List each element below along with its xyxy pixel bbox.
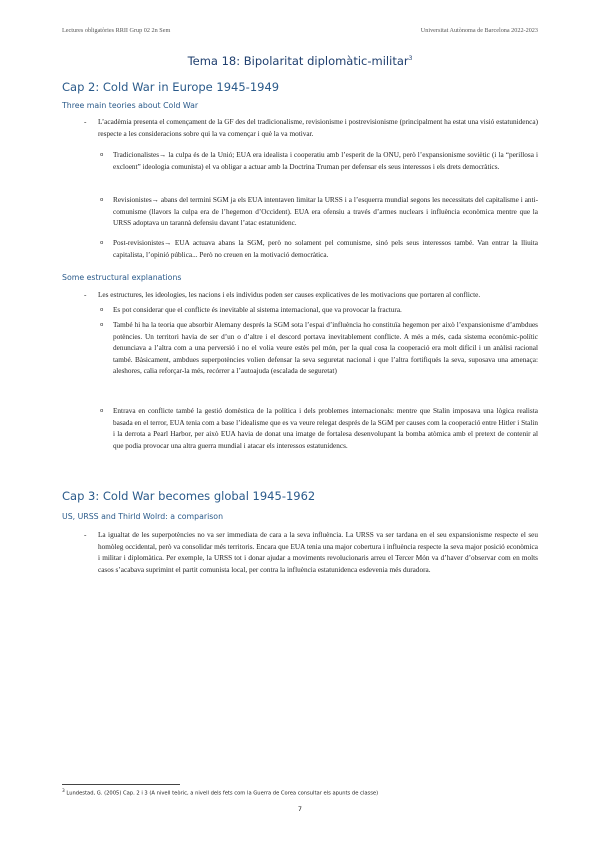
dash-bullet: - xyxy=(84,118,87,126)
cap3-sub1-heading: US, URSS and Thirld Wolrd: a comparison xyxy=(62,512,224,521)
title-footnote-ref: 3 xyxy=(408,55,413,63)
cap2-sub1-point-1 xyxy=(100,150,538,173)
point-text: Revisionistes→ abans del termini SGM ja els EUA intentaven limitar la URSS i a l’esquerra mundial segons les necessitats del capitalisme i anti-comunisme (llavors la culpa era de l’hegemon d’Occident). EUA era ofensiu a través d’armes nuclears i influència econòmica mentre que la URSS adoptava un tarannà defensiu davant l’atac estatunidenc. xyxy=(113,196,538,228)
point-text: Tradicionalistes→ la culpa és de la Unió; EUA era idealista i cooperatiu amb l’esperit de la ONU, però l’expansionisme soviètic (i la “perillosa i excloent” ideologia comunista) el va obligar a actuar amb la Doctrina Truman per defensar els seus interessos i els drets democràtics. xyxy=(113,151,538,171)
cap2-sub2-point-3 xyxy=(100,406,538,452)
point-text: També hi ha la teoria que absorbir Alemany després la SGM sota l’espai d’influència ho constituïa hegemon per això l’expansionisme d’ambdues potències. Un territori havia de ser d’un o d’altre i el descord portava inevitablement conflicte. A més a més, cada sistema econòmic-polític denunciava a l’altra com a una perversió i no el volia veure estès pel món, per la qual cosa la cooperació era molt difícil i un anàlisi racional també. Bàsicament, ambdues superpotències volien defensar la seva seguretat nacional i que l’altra fortifiqués la seva, suposava una amenaça: aleshores, calia reforçar-la més, recórrer a l’autoajuda (escalada de seguretat) xyxy=(113,321,538,376)
footnote-divider xyxy=(62,784,180,785)
dash-bullet: - xyxy=(84,531,87,539)
title-text: Tema 18: Bipolaritat diplomàtic-militar xyxy=(187,54,409,68)
cap2-sub2-heading: Some estructural explanations xyxy=(62,273,182,282)
point-text: Es pot considerar que el conflicte és inevitable al sistema internacional, que va provocar la fractura. xyxy=(113,306,402,314)
cap2-sub1-intro-text: L’acadèmia presenta el començament de la GF des del tradicionalisme, revisionisme i postrevisionisme (principalment ha estat una visió estatunidenca) respecte a les consideracions sobre qui la va començar i què la va motivar. xyxy=(98,118,538,138)
cap2-heading: Cap 2: Cold War in Europe 1945-1949 xyxy=(62,80,280,94)
cap2-sub1-point-2 xyxy=(100,195,538,230)
footnote xyxy=(62,789,378,797)
dash-bullet: - xyxy=(84,291,87,299)
header-right: Universitat Autònoma de Barcelona 2022-2023 xyxy=(420,27,538,34)
circle-bullet-icon: o xyxy=(100,197,104,203)
circle-bullet-icon: o xyxy=(100,240,104,246)
circle-bullet-icon: o xyxy=(100,408,104,414)
cap2-sub2-intro xyxy=(84,290,538,302)
cap2-sub1-intro xyxy=(84,117,538,140)
cap3-heading: Cap 3: Cold War becomes global 1945-1962 xyxy=(62,489,316,503)
footnote-number: 3 xyxy=(62,789,65,794)
page-number: 7 xyxy=(297,805,303,813)
circle-bullet-icon: o xyxy=(100,322,104,328)
footnote-text: Lundestad, G. (2005) Cap. 2 i 3 (A nivell teòric, a nivell dels fets com la Guerra de Corea consultar els apunts de classe) xyxy=(66,790,379,797)
cap3-sub1-intro-text: La igualtat de les superpotències no va ser immediata de cara a la seva influència. La URSS va ser tardana en el seu expansionisme respecte el seu homòleg occidental, però va consolidar més territoris. Encara que EUA tenia una major cobertura i influència respecte la seva major posició econòmica i militar i diplomàtica. Per exemple, la URSS tot i donar ajudar a moviments revolucionaris arreu el Tercer Món va d’haver d’observar com en molts casos s’acabava suprimint el partit comunista local, per contra la influència estatunidenca esdevenia més duradora. xyxy=(98,531,538,574)
header-left: Lectures obligatòries RRII Grup 02 2n Sem xyxy=(62,27,171,34)
circle-bullet-icon: o xyxy=(100,307,104,313)
cap2-sub1-point-3 xyxy=(100,238,538,261)
point-text: Entrava en conflicte també la gestió domèstica de la política i dels problemes internacionals: mentre que Stalin imposava una lògica realista basada en el terror, EUA tenia com a base l’idealisme que es va veure relegat després de la SGM per causes com la cooperació entre Hitler i Stalin i la derrota a Pearl Harbor, per això EUA havia de donat una imatge de fortalesa desenvolupant la bomba atòmica amb el pretext de contenir al que podia provocar una altra guerra mundial i atacar els interessos estatunidencs. xyxy=(113,407,538,450)
cap2-sub2-intro-text: Les estructures, les ideologies, les nacions i els individus poden ser causes explicatives de les motivacions que portaren al conflicte. xyxy=(98,291,481,299)
cap2-sub2-point-2 xyxy=(100,320,538,378)
cap2-sub2-point-1 xyxy=(100,305,538,317)
circle-bullet-icon: o xyxy=(100,152,104,158)
cap3-sub1-intro xyxy=(84,530,538,576)
cap2-sub1-heading: Three main teories about Cold War xyxy=(62,101,199,110)
page-title xyxy=(0,54,600,68)
point-text: Post-revisionistes→ EUA actuava abans la SGM, però no solament pel comunisme, sinó pels seus interessos també. Van entrar la lliuita capitalista, l’opinió pública... Però no creuen en la motivació democràtica. xyxy=(113,239,538,259)
